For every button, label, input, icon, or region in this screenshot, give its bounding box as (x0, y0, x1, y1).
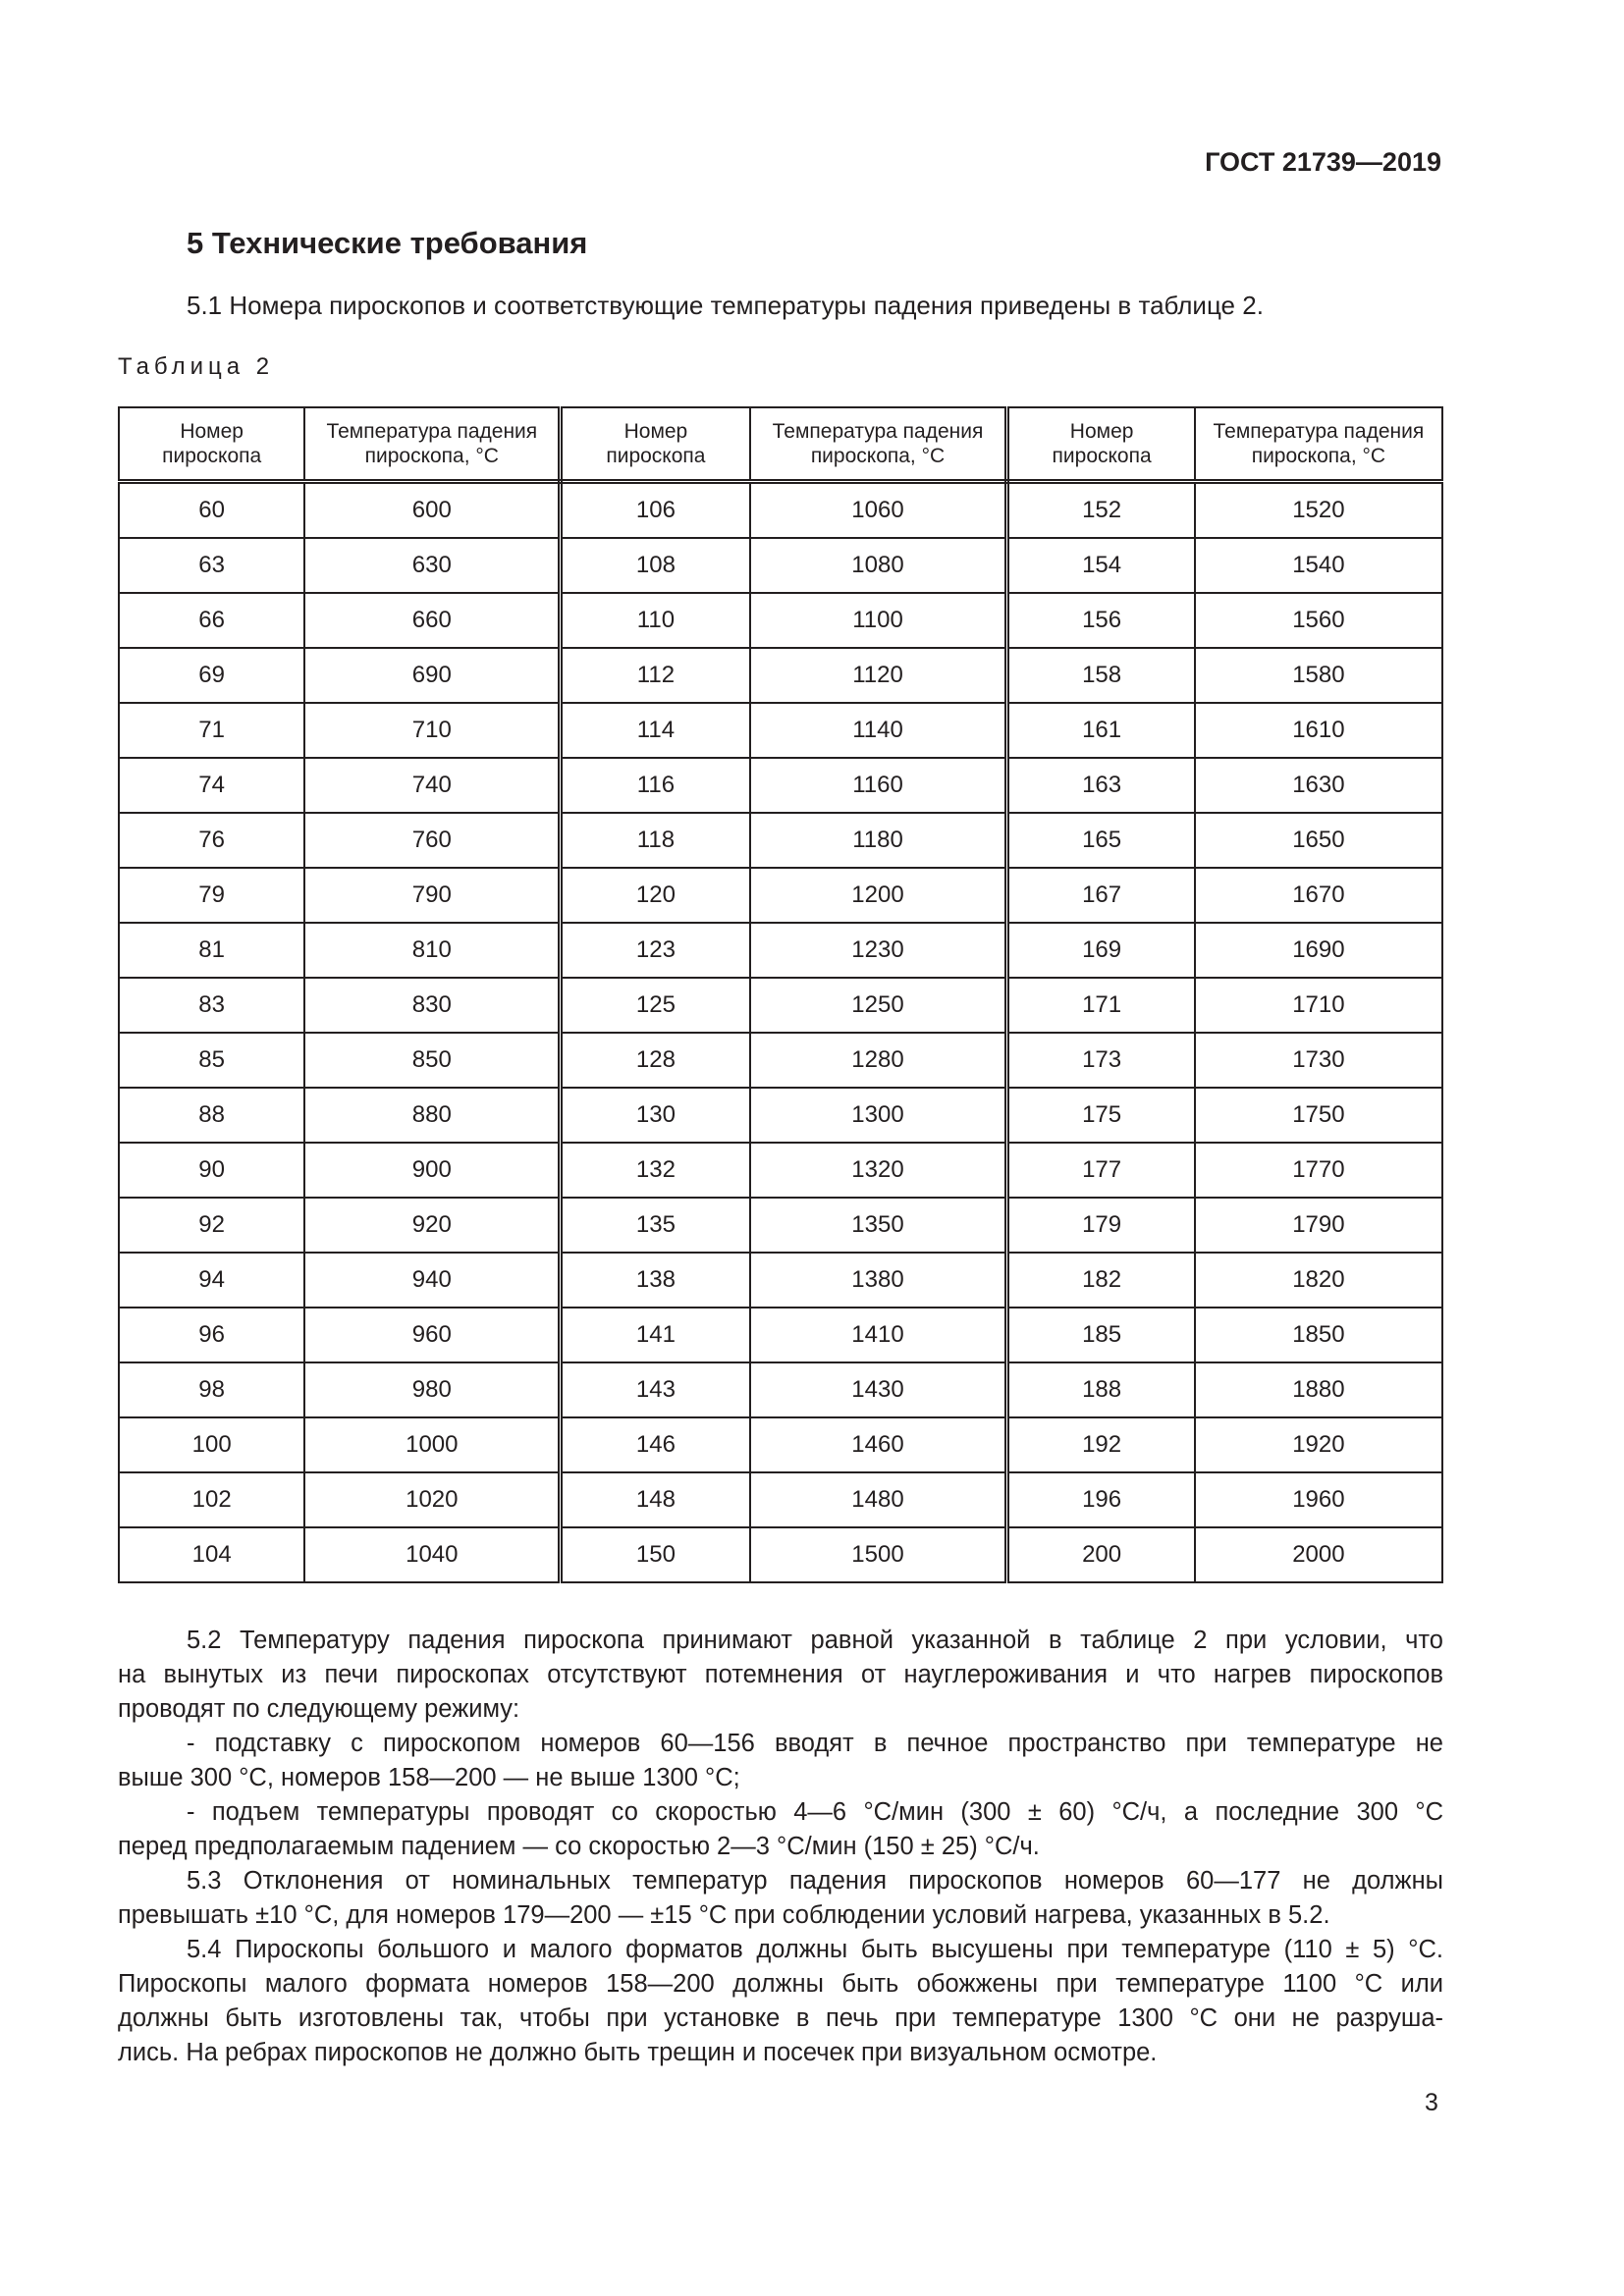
pyroscope-number-cell: 71 (119, 703, 304, 758)
table-row (119, 923, 1442, 978)
table-row (119, 758, 1442, 813)
pyroscope-number-cell: 92 (119, 1198, 304, 1253)
pyroscope-number-cell: 106 (561, 482, 750, 539)
fall-temperature-cell: 1630 (1195, 758, 1442, 813)
fall-temperature-cell: 830 (304, 978, 560, 1033)
fall-temperature-cell: 1100 (750, 593, 1007, 648)
fall-temperature-cell: 1040 (304, 1527, 560, 1582)
fall-temperature-cell: 1300 (750, 1088, 1007, 1143)
body-text (118, 1624, 1443, 2070)
table-row (119, 1198, 1442, 1253)
table-row (119, 1143, 1442, 1198)
fall-temperature-cell: 1250 (750, 978, 1007, 1033)
pyroscope-number-cell: 154 (1007, 538, 1195, 593)
fall-temperature-cell: 790 (304, 868, 560, 923)
page-number: 3 (1425, 2089, 1438, 2116)
pyroscope-number-cell: 98 (119, 1362, 304, 1417)
column-header (1195, 407, 1442, 482)
paragraph-5-1: 5.1 Номера пироскопов и соответствующие температуры падения приведены в таблице 2. (187, 291, 1264, 320)
pyroscope-number-cell: 120 (561, 868, 750, 923)
pyroscope-number-cell: 167 (1007, 868, 1195, 923)
fall-temperature-cell: 1960 (1195, 1472, 1442, 1527)
fall-temperature-cell: 1000 (304, 1417, 560, 1472)
pyroscope-number-cell: 148 (561, 1472, 750, 1527)
fall-temperature-cell: 1320 (750, 1143, 1007, 1198)
table-row (119, 703, 1442, 758)
column-header-line: пироскопа (162, 445, 262, 467)
fall-temperature-cell: 1180 (750, 813, 1007, 868)
pyroscope-number-cell: 83 (119, 978, 304, 1033)
pyroscope-number-cell: 169 (1007, 923, 1195, 978)
pyroscope-number-cell: 110 (561, 593, 750, 648)
pyroscope-number-cell: 102 (119, 1472, 304, 1527)
fall-temperature-cell: 1920 (1195, 1417, 1442, 1472)
fall-temperature-cell: 1230 (750, 923, 1007, 978)
fall-temperature-cell: 850 (304, 1033, 560, 1088)
pyroscope-number-cell: 66 (119, 593, 304, 648)
pyroscope-number-cell: 179 (1007, 1198, 1195, 1253)
pyroscope-number-cell: 182 (1007, 1253, 1195, 1308)
pyroscope-number-cell: 171 (1007, 978, 1195, 1033)
pyroscope-number-cell: 173 (1007, 1033, 1195, 1088)
pyroscope-number-cell: 141 (561, 1308, 750, 1362)
text-line: 5.4 Пироскопы большого и малого форматов должны быть высушены при температуре (110 ± 5) °С. (187, 1936, 1443, 1963)
column-header-line: пироскопа, °С (1251, 445, 1386, 467)
table-row (119, 482, 1442, 539)
fall-temperature-cell: 810 (304, 923, 560, 978)
pyroscope-number-cell: 108 (561, 538, 750, 593)
fall-temperature-cell: 1020 (304, 1472, 560, 1527)
paragraph (118, 1624, 1443, 1727)
pyroscope-number-cell: 63 (119, 538, 304, 593)
column-header-line: Температура падения (1213, 420, 1425, 443)
fall-temperature-cell: 1200 (750, 868, 1007, 923)
pyroscope-number-cell: 138 (561, 1253, 750, 1308)
fall-temperature-cell: 690 (304, 648, 560, 703)
fall-temperature-cell: 880 (304, 1088, 560, 1143)
fall-temperature-cell: 1710 (1195, 978, 1442, 1033)
column-header-line: пироскопа, °С (810, 445, 946, 467)
table-row (119, 1308, 1442, 1362)
pyroscope-number-cell: 132 (561, 1143, 750, 1198)
table-row (119, 1472, 1442, 1527)
fall-temperature-cell: 740 (304, 758, 560, 813)
pyroscope-number-cell: 165 (1007, 813, 1195, 868)
paragraph (118, 1727, 1443, 1795)
pyroscope-number-cell: 88 (119, 1088, 304, 1143)
column-header (750, 407, 1007, 482)
fall-temperature-cell: 1430 (750, 1362, 1007, 1417)
column-header-line: Номер (1069, 420, 1134, 443)
text-line: проводят по следующему режиму: (118, 1695, 520, 1723)
pyroscope-number-cell: 94 (119, 1253, 304, 1308)
column-header (119, 407, 304, 482)
pyroscope-number-cell: 135 (561, 1198, 750, 1253)
pyroscope-number-cell: 118 (561, 813, 750, 868)
pyroscope-number-cell: 74 (119, 758, 304, 813)
column-header-line: пироскопа (1052, 445, 1152, 467)
text-line: - подставку с пироскопом номеров 60—156 вводят в печное пространство при температуре не (187, 1730, 1443, 1757)
pyroscope-number-cell: 81 (119, 923, 304, 978)
pyroscope-number-cell: 123 (561, 923, 750, 978)
pyroscope-number-cell: 152 (1007, 482, 1195, 539)
fall-temperature-cell: 1160 (750, 758, 1007, 813)
table-row (119, 868, 1442, 923)
text-line: лись. На ребрах пироскопов не должно быть трещин и посечек при визуальном осмотре. (118, 2039, 1158, 2066)
table-row (119, 813, 1442, 868)
pyroscope-number-cell: 188 (1007, 1362, 1195, 1417)
paragraph (118, 1864, 1443, 1933)
table-row (119, 1527, 1442, 1582)
fall-temperature-cell: 1790 (1195, 1198, 1442, 1253)
fall-temperature-cell: 1650 (1195, 813, 1442, 868)
fall-temperature-cell: 1770 (1195, 1143, 1442, 1198)
fall-temperature-cell: 980 (304, 1362, 560, 1417)
document-code: ГОСТ 21739—2019 (1205, 147, 1441, 177)
paragraph (118, 1795, 1443, 1864)
column-header-line: пироскопа, °С (364, 445, 499, 467)
fall-temperature-cell: 1520 (1195, 482, 1442, 539)
column-header-line: Температура падения (772, 420, 984, 443)
pyroscope-number-cell: 76 (119, 813, 304, 868)
pyroscope-number-cell: 104 (119, 1527, 304, 1582)
pyroscope-number-cell: 161 (1007, 703, 1195, 758)
fall-temperature-cell: 1880 (1195, 1362, 1442, 1417)
fall-temperature-cell: 1670 (1195, 868, 1442, 923)
pyroscope-number-cell: 96 (119, 1308, 304, 1362)
fall-temperature-cell: 1460 (750, 1417, 1007, 1472)
fall-temperature-cell: 1350 (750, 1198, 1007, 1253)
pyroscope-number-cell: 175 (1007, 1088, 1195, 1143)
column-header (561, 407, 750, 482)
pyroscope-table (118, 406, 1443, 1583)
column-header-line: пироскопа (606, 445, 706, 467)
fall-temperature-cell: 1140 (750, 703, 1007, 758)
pyroscope-number-cell: 156 (1007, 593, 1195, 648)
fall-temperature-cell: 1410 (750, 1308, 1007, 1362)
fall-temperature-cell: 1560 (1195, 593, 1442, 648)
pyroscope-number-cell: 79 (119, 868, 304, 923)
fall-temperature-cell: 1850 (1195, 1308, 1442, 1362)
fall-temperature-cell: 1540 (1195, 538, 1442, 593)
pyroscope-number-cell: 196 (1007, 1472, 1195, 1527)
fall-temperature-cell: 1750 (1195, 1088, 1442, 1143)
table-row (119, 1253, 1442, 1308)
table-header-row (119, 407, 1442, 482)
fall-temperature-cell: 1480 (750, 1472, 1007, 1527)
text-line: Пироскопы малого формата номеров 158—200 должны быть обожжены при температуре 1100 °С или (118, 1970, 1443, 1998)
table-row (119, 593, 1442, 648)
column-header-line: Номер (180, 420, 244, 443)
pyroscope-number-cell: 60 (119, 482, 304, 539)
text-line: 5.3 Отклонения от номинальных температур падения пироскопов номеров 60—177 не должны (187, 1867, 1443, 1895)
pyroscope-number-cell: 85 (119, 1033, 304, 1088)
fall-temperature-cell: 1080 (750, 538, 1007, 593)
table-row (119, 538, 1442, 593)
fall-temperature-cell: 1380 (750, 1253, 1007, 1308)
fall-temperature-cell: 1580 (1195, 648, 1442, 703)
fall-temperature-cell: 1120 (750, 648, 1007, 703)
text-line: перед предполагаемым падением — со скоростью 2—3 °С/мин (150 ± 25) °С/ч. (118, 1833, 1040, 1860)
pyroscope-number-cell: 200 (1007, 1527, 1195, 1582)
table-caption: Таблица 2 (118, 353, 275, 380)
fall-temperature-cell: 2000 (1195, 1527, 1442, 1582)
pyroscope-number-cell: 143 (561, 1362, 750, 1417)
pyroscope-number-cell: 150 (561, 1527, 750, 1582)
pyroscope-number-cell: 177 (1007, 1143, 1195, 1198)
pyroscope-number-cell: 128 (561, 1033, 750, 1088)
text-line: выше 300 °С, номеров 158—200 — не выше 1300 °С; (118, 1764, 740, 1791)
fall-temperature-cell: 940 (304, 1253, 560, 1308)
text-line: превышать ±10 °С, для номеров 179—200 — ±15 °С при соблюдении условий нагрева, указанных в 5.2. (118, 1901, 1330, 1929)
pyroscope-number-cell: 192 (1007, 1417, 1195, 1472)
pyroscope-number-cell: 125 (561, 978, 750, 1033)
pyroscope-number-cell: 90 (119, 1143, 304, 1198)
text-line: 5.2 Температуру падения пироскопа принимают равной указанной в таблице 2 при условии, что (187, 1627, 1443, 1654)
fall-temperature-cell: 1820 (1195, 1253, 1442, 1308)
fall-temperature-cell: 660 (304, 593, 560, 648)
fall-temperature-cell: 1060 (750, 482, 1007, 539)
table-row (119, 648, 1442, 703)
column-header-line: Номер (623, 420, 688, 443)
fall-temperature-cell: 1280 (750, 1033, 1007, 1088)
pyroscope-number-cell: 112 (561, 648, 750, 703)
fall-temperature-cell: 630 (304, 538, 560, 593)
table-row (119, 1417, 1442, 1472)
fall-temperature-cell: 900 (304, 1143, 560, 1198)
text-line: на вынутых из печи пироскопах отсутствуют потемнения от науглероживания и что нагрев пироскопов (118, 1661, 1443, 1688)
pyroscope-number-cell: 100 (119, 1417, 304, 1472)
fall-temperature-cell: 920 (304, 1198, 560, 1253)
fall-temperature-cell: 600 (304, 482, 560, 539)
pyroscope-number-cell: 130 (561, 1088, 750, 1143)
fall-temperature-cell: 1500 (750, 1527, 1007, 1582)
table-row (119, 978, 1442, 1033)
paragraph (118, 1933, 1443, 2070)
fall-temperature-cell: 1730 (1195, 1033, 1442, 1088)
fall-temperature-cell: 1610 (1195, 703, 1442, 758)
fall-temperature-cell: 1690 (1195, 923, 1442, 978)
table-row (119, 1088, 1442, 1143)
table-row (119, 1033, 1442, 1088)
pyroscope-number-cell: 69 (119, 648, 304, 703)
pyroscope-number-cell: 116 (561, 758, 750, 813)
column-header (304, 407, 560, 482)
pyroscope-number-cell: 158 (1007, 648, 1195, 703)
fall-temperature-cell: 760 (304, 813, 560, 868)
pyroscope-number-cell: 163 (1007, 758, 1195, 813)
text-line: - подъем температуры проводят со скоростью 4—6 °С/мин (300 ± 60) °С/ч, а последние 300 °С (187, 1798, 1443, 1826)
pyroscope-number-cell: 114 (561, 703, 750, 758)
pyroscope-number-cell: 146 (561, 1417, 750, 1472)
column-header (1007, 407, 1195, 482)
fall-temperature-cell: 960 (304, 1308, 560, 1362)
table-row (119, 1362, 1442, 1417)
section-heading: 5 Технические требования (187, 226, 588, 260)
text-line: должны быть изготовлены так, чтобы при установке в печь при температуре 1300 °С они не разруша- (118, 2004, 1443, 2032)
pyroscope-number-cell: 185 (1007, 1308, 1195, 1362)
column-header-line: Температура падения (326, 420, 538, 443)
fall-temperature-cell: 710 (304, 703, 560, 758)
